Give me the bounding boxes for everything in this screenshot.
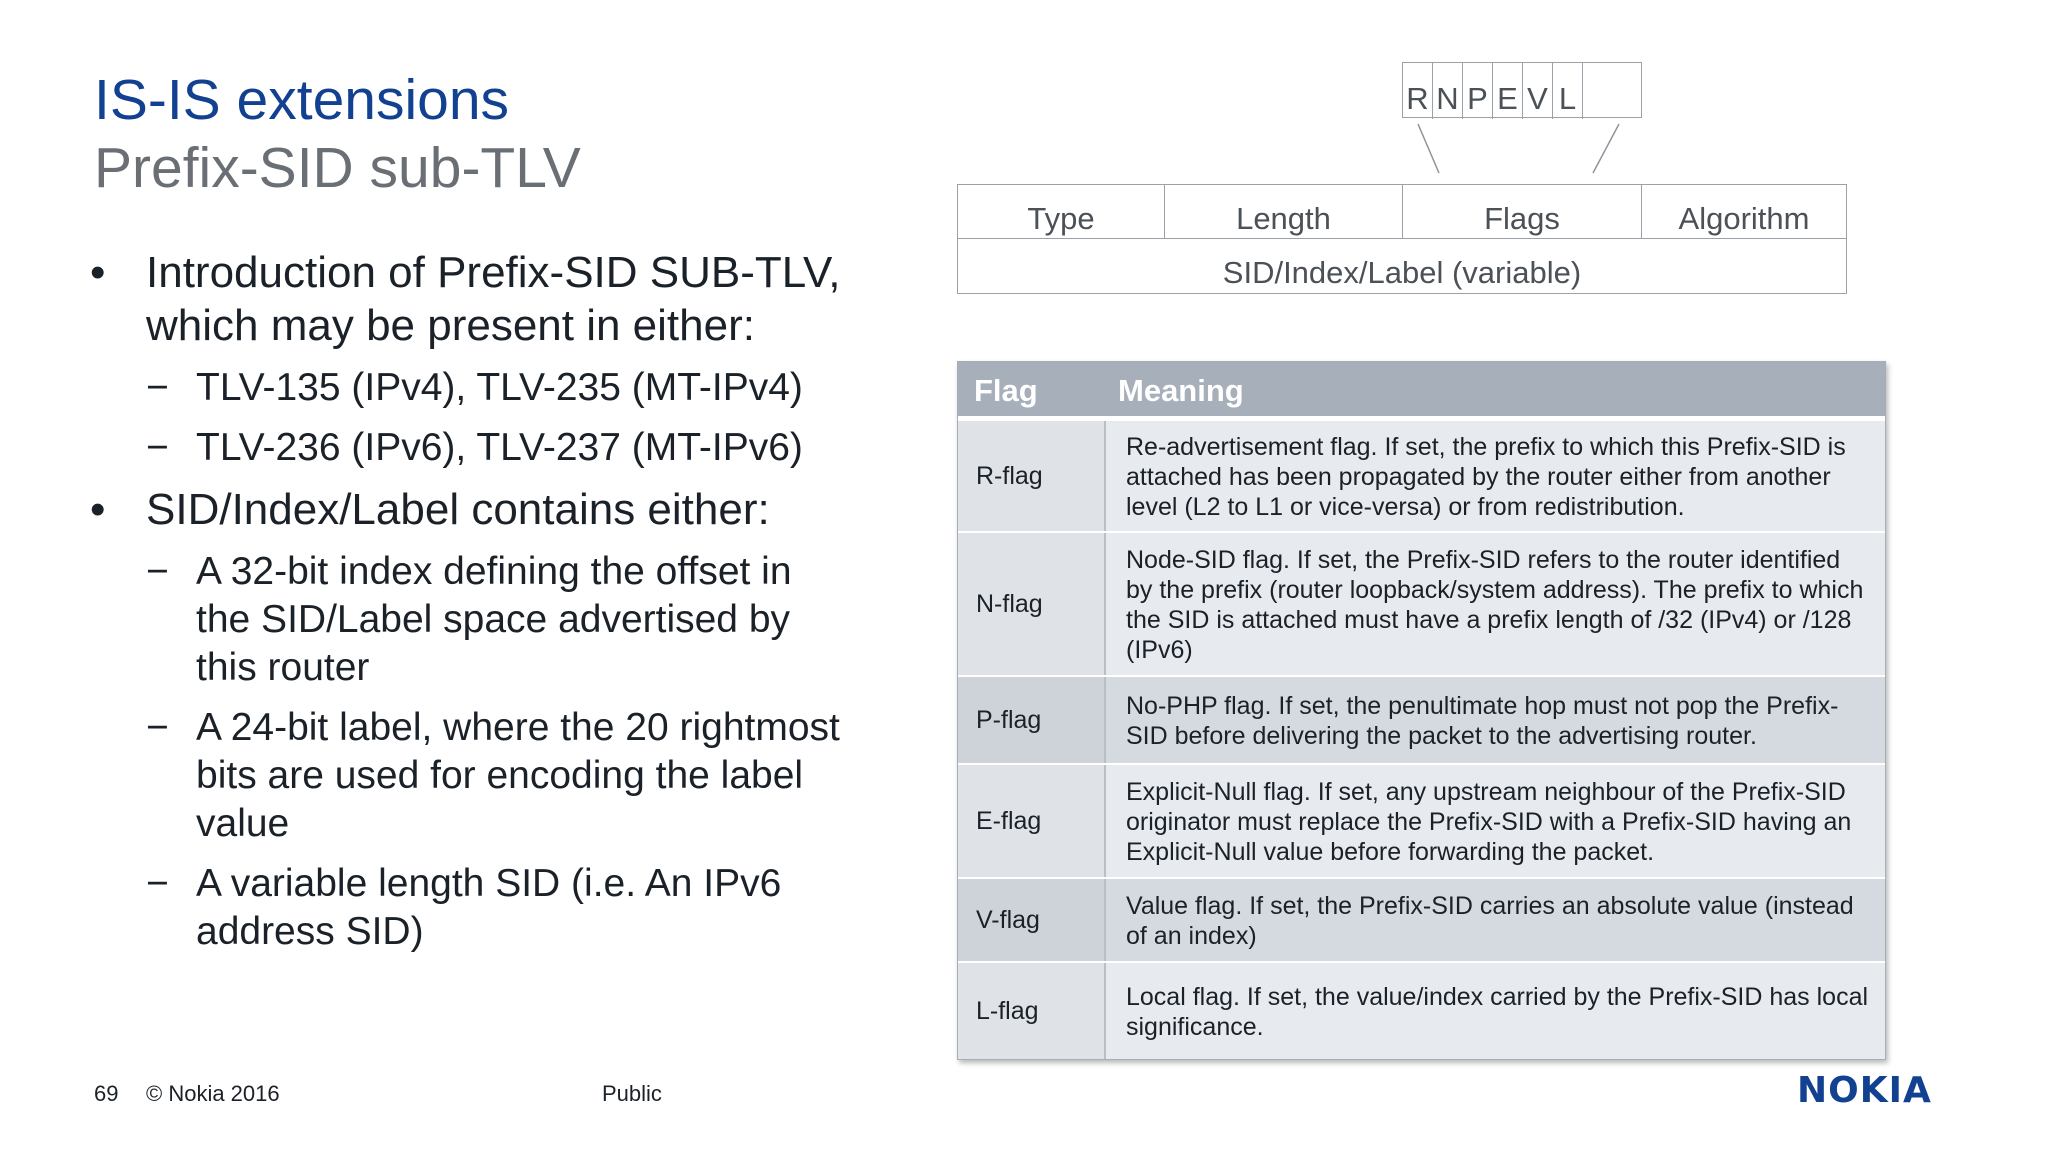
flag-cell: L-flag <box>958 963 1106 1059</box>
connector-line-left <box>1418 124 1439 173</box>
meaning-cell: Re-advertisement flag. If set, the prefix to which this Prefix-SID is attached has been propagated by the router either from another level (L2 to L1 or vice-versa) or from redistribution. <box>1106 421 1885 531</box>
flag-cell: R-flag <box>958 421 1106 531</box>
flag-bit: E <box>1493 63 1523 119</box>
flag-meaning-table <box>957 361 1886 1060</box>
flag-bits-diagram <box>1402 62 1642 118</box>
slide-subtitle: Prefix-SID sub-TLV <box>94 136 581 200</box>
bullet-marker: • <box>90 485 106 534</box>
nokia-logo: NOKIA <box>1797 1070 1932 1111</box>
tlv-structure <box>957 184 1847 294</box>
flag-cell: E-flag <box>958 765 1106 877</box>
flag-cell: V-flag <box>958 879 1106 961</box>
sub-bullet-text: TLV-135 (IPv4), TLV-235 (MT-IPv4) <box>196 366 803 409</box>
sub-bullet-item <box>90 860 850 956</box>
tlv-field-algorithm: Algorithm <box>1678 201 1810 236</box>
flag-bit: R <box>1403 63 1433 119</box>
sub-bullet-text: TLV-236 (IPv6), TLV-237 (MT-IPv6) <box>196 426 803 469</box>
bullet-item <box>90 483 850 536</box>
meaning-cell: Value flag. If set, the Prefix-SID carries an absolute value (instead of an index) <box>1106 879 1885 961</box>
sub-bullet-item <box>90 364 850 412</box>
tlv-value-field: SID/Index/Label (variable) <box>1222 255 1582 290</box>
bullet-marker: • <box>90 248 106 297</box>
page-number: 69 <box>94 1081 119 1106</box>
table-header <box>958 362 1885 421</box>
flag-bit: P <box>1463 63 1493 119</box>
dash-marker: − <box>146 706 169 749</box>
column-header-meaning: Meaning <box>1118 373 1244 408</box>
sub-bullet-text: A 24-bit label, where the 20 rightmost bits are used for encoding the label value <box>196 706 840 845</box>
table-row <box>958 877 1885 961</box>
dash-marker: − <box>146 862 169 905</box>
copyright-notice: © Nokia 2016 <box>146 1081 280 1106</box>
flag-bit: L <box>1553 63 1583 119</box>
bullet-list <box>90 246 850 956</box>
slide-title: IS-IS extensions <box>94 68 510 132</box>
flag-bit-reserved <box>1583 63 1641 119</box>
dash-marker: − <box>146 550 169 593</box>
sub-bullet-text: A variable length SID (i.e. An IPv6 address SID) <box>196 862 782 953</box>
column-header-flag: Flag <box>974 373 1038 408</box>
sub-bullet-item <box>90 548 850 692</box>
meaning-cell: Explicit-Null flag. If set, any upstream neighbour of the Prefix-SID originator must replace the Prefix-SID with a Prefix-SID having an Explicit-Null value before forwarding the packet. <box>1106 765 1885 877</box>
flag-cell: N-flag <box>958 533 1106 675</box>
tlv-header-row <box>958 185 1846 239</box>
flag-bit: V <box>1523 63 1553 119</box>
classification-label: Public <box>602 1081 662 1106</box>
tlv-field-flags: Flags <box>1403 185 1642 238</box>
title-block <box>94 66 581 202</box>
bullet-text: Introduction of Prefix-SID SUB-TLV, which may be present in either: <box>146 248 841 350</box>
sub-bullet-text: A 32-bit index defining the offset in the SID/Label space advertised by this router <box>196 550 792 689</box>
bullet-item <box>90 246 850 352</box>
table-row <box>958 961 1885 1059</box>
sub-bullet-item <box>90 424 850 472</box>
dash-marker: − <box>146 366 169 409</box>
tlv-field-length: Length <box>1165 185 1403 238</box>
sub-bullet-item <box>90 704 850 848</box>
tlv-field-type: Type <box>958 185 1165 238</box>
table-row <box>958 763 1885 877</box>
dash-marker: − <box>146 426 169 469</box>
bullet-text: SID/Index/Label contains either: <box>146 485 770 534</box>
meaning-cell: Local flag. If set, the value/index carried by the Prefix-SID has local significance. <box>1106 963 1885 1059</box>
flag-bit: N <box>1433 63 1463 119</box>
connector-line-right <box>1593 124 1619 173</box>
meaning-cell: No-PHP flag. If set, the penultimate hop must not pop the Prefix-SID before delivering the packet to the advertising router. <box>1106 677 1885 763</box>
table-row <box>958 531 1885 675</box>
table-row <box>958 421 1885 531</box>
flag-cell: P-flag <box>958 677 1106 763</box>
meaning-cell: Node-SID flag. If set, the Prefix-SID refers to the router identified by the prefix (router loopback/system address). The prefix to which the SID is attached must have a prefix length of /32 (IPv4) or /128 (IPv6) <box>1106 533 1885 675</box>
table-row <box>958 675 1885 763</box>
